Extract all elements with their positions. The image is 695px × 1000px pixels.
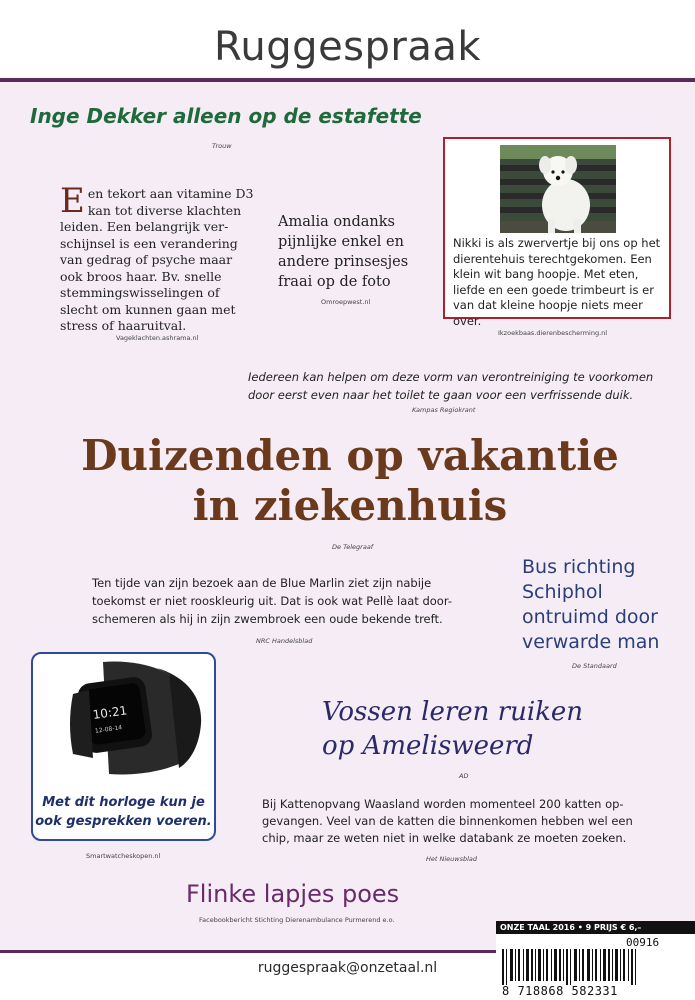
horloge-caption-line: Met dit horloge kun je (42, 795, 205, 810)
bus-line: ontruimd door (522, 606, 658, 628)
amalia-line: fraai op de foto (278, 274, 391, 290)
vitamine-line: slecht om kunnen gaan met (60, 301, 236, 317)
vitamine-line: leiden. Een belangrijk ver- (60, 219, 229, 234)
source-nieuwsblad: Het Nieuwsblad (426, 855, 478, 863)
article-amalia (278, 212, 426, 292)
source-smartwatches: Smartwatcheskopen.nl (86, 852, 161, 860)
dropcap: E (60, 181, 85, 221)
article-horloge-box (31, 652, 216, 841)
article-iedereen (248, 368, 658, 404)
headline-inge: Inge Dekker alleen op de estafette (30, 104, 422, 128)
iedereen-line: Iedereen kan helpen om deze vorm van verontreiniging te voorkomen (248, 370, 654, 384)
amalia-line: pijnlijke enkel en (278, 234, 404, 250)
vitamine-line: van gedrag of psyche maar (60, 252, 233, 267)
article-vitamine (60, 181, 260, 335)
duizenden-line: Duizenden op vakantie (81, 431, 619, 480)
headline-bus (522, 555, 672, 655)
header (0, 0, 695, 84)
nikki-line: dierentehuis terechtgekomen. Een (453, 251, 652, 266)
vitamine-line: stress of haaruitval. (60, 318, 187, 333)
nikki-line: klein wit bang hoopje. Met eten, (453, 267, 639, 281)
source-telegraaf: De Telegraaf (332, 543, 374, 551)
headline-duizenden (40, 431, 660, 531)
nikki-line: Nikki is als zwervertje bij ons op het (453, 236, 661, 250)
amalia-line: andere prinsesjes (278, 254, 409, 270)
source-trouw: Trouw (212, 142, 232, 150)
bus-line: verwarde man (522, 631, 660, 653)
iedereen-line: door eerst even naar het toilet te gaan voor een verfrissende duik. (248, 388, 634, 402)
vitamine-line: kan tot diverse klachten (87, 202, 242, 218)
nikki-text (453, 236, 667, 329)
article-blue-marlin (92, 574, 482, 628)
blue-marlin-line: Ten tijde van zijn bezoek aan de Blue Marlin ziet zijn nabije (92, 576, 432, 590)
vossen-line: op Amelisweerd (322, 731, 534, 761)
barcode-header: ONZE TAAL 2016 • 9 PRIJS € 6,– (496, 921, 695, 934)
barcode-bars (502, 949, 652, 985)
amalia-line: Amalia ondanks (278, 214, 395, 230)
vitamine-line: en tekort aan vitamine D3 (87, 186, 254, 201)
vitamine-line: ook broos haar. Bv. snelle (60, 268, 222, 284)
watch-time: 10:21 (91, 703, 129, 723)
horloge-caption-line: ook gesprekken voeren. (35, 814, 212, 829)
katten-line: gevangen. Veel van de katten die binnenkomen hebben wel een (262, 814, 633, 828)
barcode-box (496, 921, 695, 1000)
source-standaard: De Standaard (572, 662, 617, 670)
bus-line: Schiphol (522, 581, 603, 603)
vitamine-line: schijnsel is een verandering (60, 235, 238, 251)
katten-line: chip, maar ze weten niet in welke databank ze moeten zoeken. (262, 831, 627, 845)
nikki-line: van dat kleine hoopje niets meer over. (453, 298, 643, 328)
source-omroepwest: Omroepwest.nl (321, 298, 371, 306)
vossen-line: Vossen leren ruiken (322, 697, 584, 727)
blue-marlin-line: toekomst er niet rooskleurig uit. Dat is ook wat Pellè laat door- (92, 594, 452, 608)
smartwatch-image (33, 654, 214, 792)
bus-line: Bus richting (522, 556, 636, 578)
watch-date: 12-08-14 (94, 724, 123, 735)
barcode-issue: 00916 (626, 936, 660, 949)
headline-flinke: Flinke lapjes poes (186, 880, 400, 908)
horloge-caption (33, 793, 214, 831)
source-ikzoekbaas: Ikzoekbaas.dierenbescherming.nl (498, 329, 608, 337)
blue-marlin-line: schemeren als hij in zijn zwembroek een oude bekende treft. (92, 612, 443, 626)
headline-vossen (322, 695, 622, 763)
source-ad: AD (459, 772, 469, 780)
footer-email[interactable]: ruggespraak@onzetaal.nl (257, 960, 438, 976)
article-katten (262, 796, 662, 847)
page-title: Ruggespraak (213, 24, 482, 70)
source-nrc: NRC Handelsblad (256, 637, 313, 645)
katten-line: Bij Kattenopvang Waasland worden momenteel 200 katten op- (262, 797, 624, 811)
source-facebook: Facebookbericht Stichting Dierenambulance Purmerend e.o. (199, 916, 395, 924)
vitamine-line: stemmingswisselingen of (60, 285, 220, 300)
duizenden-line: in ziekenhuis (192, 481, 508, 530)
nikki-line: liefde en een goede trimbeurt is er (453, 282, 654, 297)
source-kampas: Kampas Regiokrant (412, 406, 476, 414)
dog-photo (500, 145, 616, 233)
article-nikki-box (443, 137, 671, 328)
barcode-digits: 8 718868 582331 (502, 984, 618, 998)
source-vageklachten: Vageklachten.ashrama.nl (116, 334, 199, 342)
